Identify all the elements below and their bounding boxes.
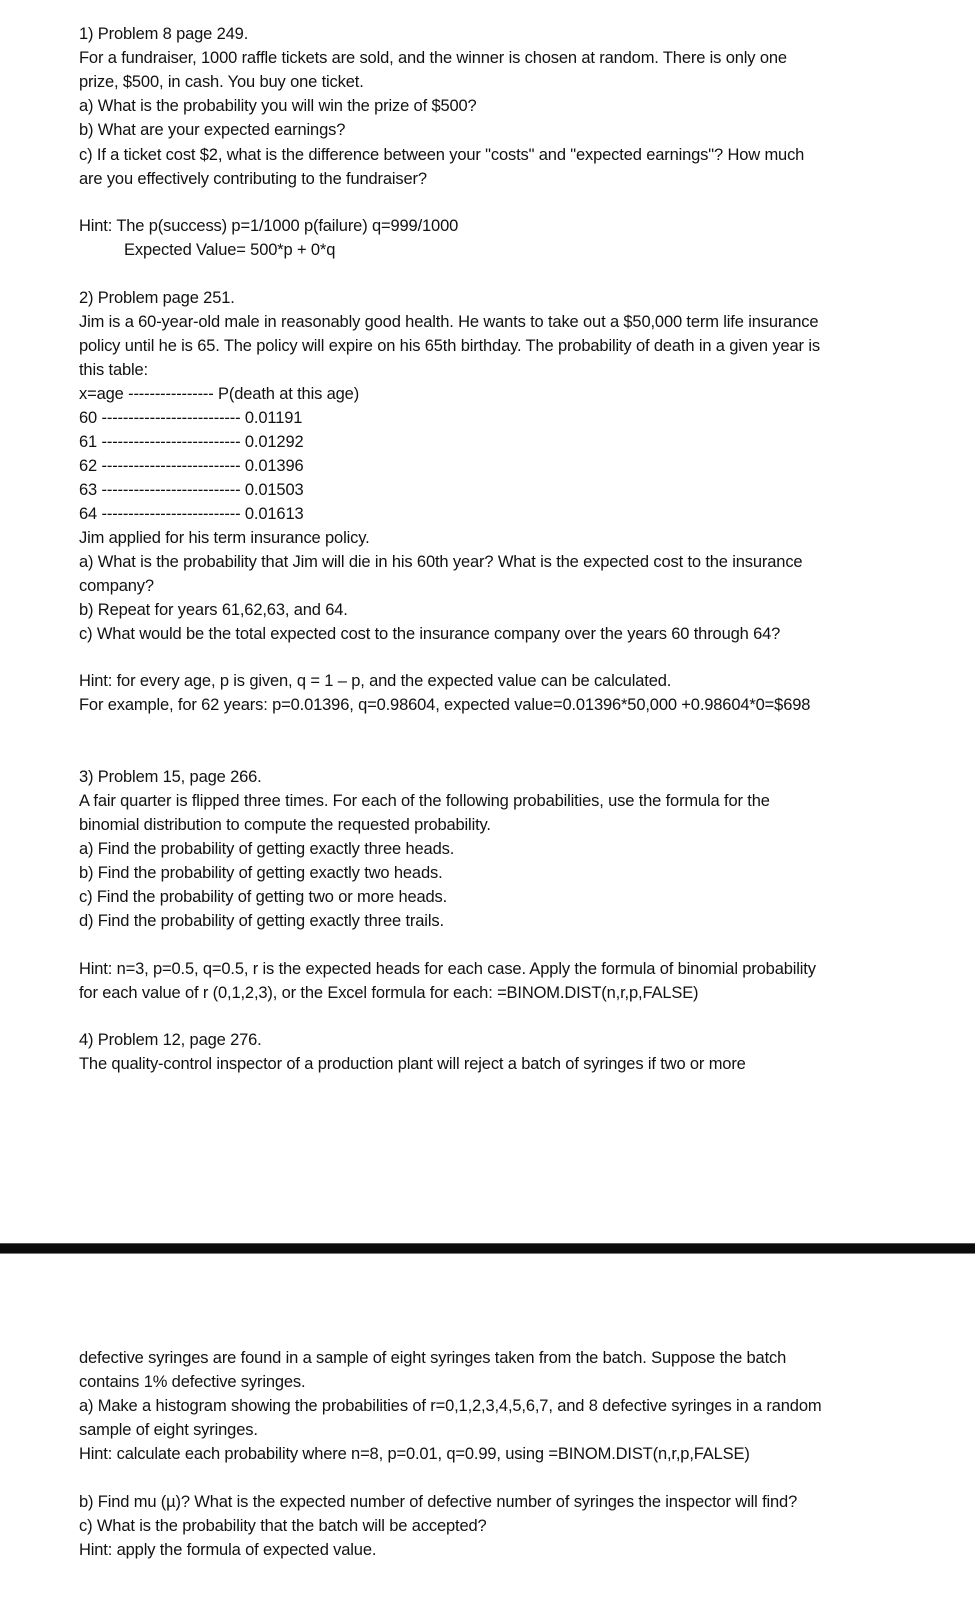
problem1-question-a: a) What is the probability you will win the prize of $500? bbox=[79, 97, 477, 115]
death-table-row bbox=[79, 502, 304, 526]
death-table-row bbox=[79, 454, 304, 478]
problem4-question-b: b) Find mu (µ)? What is the expected number of defective number of syringes the inspector will find? bbox=[79, 1493, 798, 1511]
dash-leader: -------------------------- bbox=[101, 505, 241, 523]
problem2-hint: Hint: for every age, p is given, q = 1 – p, and the expected value can be calculated. bbox=[79, 672, 672, 690]
age-cell: 62 bbox=[79, 457, 98, 475]
problem2-text-line: this table: bbox=[79, 361, 148, 379]
problem1-hint: Hint: The p(success) p=1/1000 p(failure) q=999/1000 bbox=[79, 217, 459, 235]
problem3-question-c: c) Find the probability of getting two or more heads. bbox=[79, 888, 448, 906]
problem2-question-a-cont: company? bbox=[79, 577, 154, 595]
age-cell: 64 bbox=[79, 505, 98, 523]
problem1-text-line: prize, $500, in cash. You buy one ticket. bbox=[79, 73, 364, 91]
death-table-header: x=age ---------------- P(death at this age) bbox=[79, 385, 360, 403]
problem3-question-a: a) Find the probability of getting exactly three heads. bbox=[79, 840, 455, 858]
dash-leader: -------------------------- bbox=[101, 409, 241, 427]
problem4-text-line: contains 1% defective syringes. bbox=[79, 1373, 306, 1391]
problem3-text-line: binomial distribution to compute the requested probability. bbox=[79, 816, 491, 834]
problem1-question-c: c) If a ticket cost $2, what is the difference between your "costs" and "expected earnings"? How much bbox=[79, 146, 805, 164]
problem1-title: 1) Problem 8 page 249. bbox=[79, 25, 249, 43]
probability-cell: 0.01613 bbox=[244, 505, 304, 523]
problem2-text-line: policy until he is 65. The policy will expire on his 65th birthday. The probability of death in a given year is bbox=[79, 337, 820, 355]
problem2-question-c: c) What would be the total expected cost to the insurance company over the years 60 through 64? bbox=[79, 625, 781, 643]
problem1-question-c-cont: are you effectively contributing to the fundraiser? bbox=[79, 170, 427, 188]
problem3-title: 3) Problem 15, page 266. bbox=[79, 768, 262, 786]
probability-cell: 0.01396 bbox=[244, 457, 304, 475]
problem4-title: 4) Problem 12, page 276. bbox=[79, 1031, 262, 1049]
problem4-text-line: defective syringes are found in a sample of eight syringes taken from the batch. Suppose the batch bbox=[79, 1349, 787, 1367]
dash-leader: -------------------------- bbox=[101, 433, 241, 451]
death-table-row bbox=[79, 406, 302, 430]
problem2-hint-example: For example, for 62 years: p=0.01396, q=0.98604, expected value=0.01396*50,000 +0.98604*0=$698 bbox=[79, 696, 811, 714]
problem4-question-a: a) Make a histogram showing the probabilities of r=0,1,2,3,4,5,6,7, and 8 defective syringes in a random bbox=[79, 1397, 822, 1415]
problem4-question-a-cont: sample of eight syringes. bbox=[79, 1421, 258, 1439]
age-cell: 63 bbox=[79, 481, 98, 499]
problem1-text-line: For a fundraiser, 1000 raffle tickets are sold, and the winner is chosen at random. There is only one bbox=[79, 49, 787, 67]
problem2-question-b: b) Repeat for years 61,62,63, and 64. bbox=[79, 601, 348, 619]
probability-cell: 0.01503 bbox=[244, 481, 304, 499]
problem3-hint: Hint: n=3, p=0.5, q=0.5, r is the expected heads for each case. Apply the formula of binomial probability bbox=[79, 960, 816, 978]
problem2-title: 2) Problem page 251. bbox=[79, 289, 235, 307]
problem2-text-line: Jim is a 60-year-old male in reasonably good health. He wants to take out a $50,000 term life insurance bbox=[79, 313, 819, 331]
problem2-after-table: Jim applied for his term insurance policy. bbox=[79, 529, 370, 547]
problem4-question-c: c) What is the probability that the batch will be accepted? bbox=[79, 1517, 487, 1535]
document-page-bottom bbox=[0, 1254, 975, 1618]
dash-leader: -------------------------- bbox=[101, 457, 241, 475]
age-cell: 60 bbox=[79, 409, 98, 427]
death-table-row bbox=[79, 478, 304, 502]
problem2-question-a: a) What is the probability that Jim will die in his 60th year? What is the expected cost to the insurance bbox=[79, 553, 803, 571]
probability-cell: 0.01292 bbox=[244, 433, 304, 451]
death-table-row bbox=[79, 430, 304, 454]
problem3-text-line: A fair quarter is flipped three times. For each of the following probabilities, use the formula for the bbox=[79, 792, 770, 810]
problem3-hint-excel: for each value of r (0,1,2,3), or the Excel formula for each: =BINOM.DIST(n,r,p,FALSE) bbox=[79, 984, 699, 1002]
problem4-hint-bc: Hint: apply the formula of expected value. bbox=[79, 1541, 377, 1559]
problem1-question-b: b) What are your expected earnings? bbox=[79, 121, 346, 139]
dash-leader: -------------------------- bbox=[101, 481, 241, 499]
problem4-hint-a: Hint: calculate each probability where n=8, p=0.01, q=0.99, using =BINOM.DIST(n,r,p,FALSE) bbox=[79, 1445, 750, 1463]
problem1-hint-formula: Expected Value= 500*p + 0*q bbox=[124, 241, 336, 259]
problem3-question-b: b) Find the probability of getting exactly two heads. bbox=[79, 864, 443, 882]
page-break-separator bbox=[0, 1243, 975, 1254]
problem3-question-d: d) Find the probability of getting exactly three trails. bbox=[79, 912, 444, 930]
age-cell: 61 bbox=[79, 433, 98, 451]
probability-cell: 0.01191 bbox=[244, 409, 303, 427]
problem4-text-top: The quality-control inspector of a production plant will reject a batch of syringes if two or more bbox=[79, 1055, 746, 1073]
